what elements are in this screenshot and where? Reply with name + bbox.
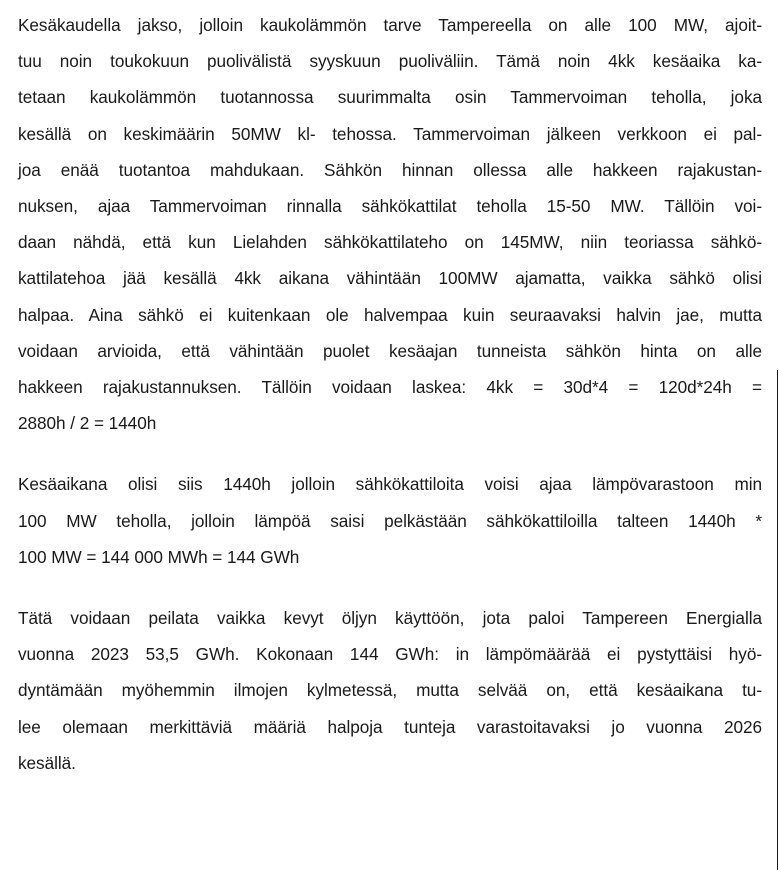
text-line: tetaan kaukolämmön tuotannossa suurimmalta osin Tammervoiman teholla, joka — [18, 87, 762, 108]
text-line: hakkeen rajakustannuksen. Tällöin voidaan laskea: 4kk = 30d*4 = 120d*24h = — [18, 377, 762, 398]
text-line: Kesäkaudella jakso, jolloin kaukolämmön tarve Tampereella on alle 100 MW, ajoit- — [18, 15, 762, 35]
text-line: daan nähdä, että kun Lielahden sähkökattilateho on 145MW, niin teoriassa sähkö- — [18, 232, 762, 253]
text-line: kesällä on keskimäärin 50MW kl- tehossa. Tammervoiman jälkeen verkkoon ei pal- — [18, 123, 762, 144]
text-line: dyntämään myöhemmin ilmojen kylmetessä, mutta selvää on, että kesäaikana tu- — [18, 680, 762, 701]
text-line: voidaan arvioida, että vähintään puolet kesäajan tunneista sähkön hinta on alle — [18, 340, 762, 361]
text-line: tuu noin toukokuun puolivälistä syyskuun puoliväliin. Tämä noin 4kk kesäaika ka- — [18, 51, 762, 72]
text-line: 100 MW = 144 000 MWh = 144 GWh — [18, 546, 300, 567]
right-margin-rule — [777, 370, 778, 870]
text-line: vuonna 2023 53,5 GWh. Kokonaan 144 GWh: in lämpömäärää ei pystyttäisi hyö- — [18, 644, 762, 665]
text-line: Kesäaikana olisi siis 1440h jolloin sähkökattiloita voisi ajaa lämpövarastoon min — [18, 474, 762, 495]
text-line: nuksen, ajaa Tammervoiman rinnalla sähkökattilat teholla 15-50 MW. Tällöin voi- — [18, 196, 762, 217]
text-line: halpaa. Aina sähkö ei kuitenkaan ole halvempaa kuin seuraavaksi halvin jae, mutta — [18, 304, 762, 325]
text-line: kesällä. — [18, 752, 76, 773]
text-line: kattilatehoa jää kesällä 4kk aikana vähintään 100MW ajamatta, vaikka sähkö olisi — [18, 268, 762, 289]
document-text-column — [18, 0, 762, 781]
text-line: Tätä voidaan peilata vaikka kevyt öljyn käyttöön, jota paloi Tampereen Energialla — [18, 608, 762, 629]
text-line: 2880h / 2 = 1440h — [18, 413, 157, 434]
paragraph-2 — [18, 466, 762, 575]
text-line: joa enää tuotantoa mahdukaan. Sähkön hinnan ollessa alle hakkeen rajakustan- — [18, 159, 762, 180]
paragraph-3 — [18, 600, 762, 781]
text-line: lee olemaan merkittäviä määriä halpoja tunteja varastoitavaksi jo vuonna 2026 — [18, 716, 762, 737]
paragraph-1 — [18, 7, 762, 441]
text-line: 100 MW teholla, jolloin lämpöä saisi pelkästään sähkökattiloilla talteen 1440h * — [18, 510, 762, 531]
